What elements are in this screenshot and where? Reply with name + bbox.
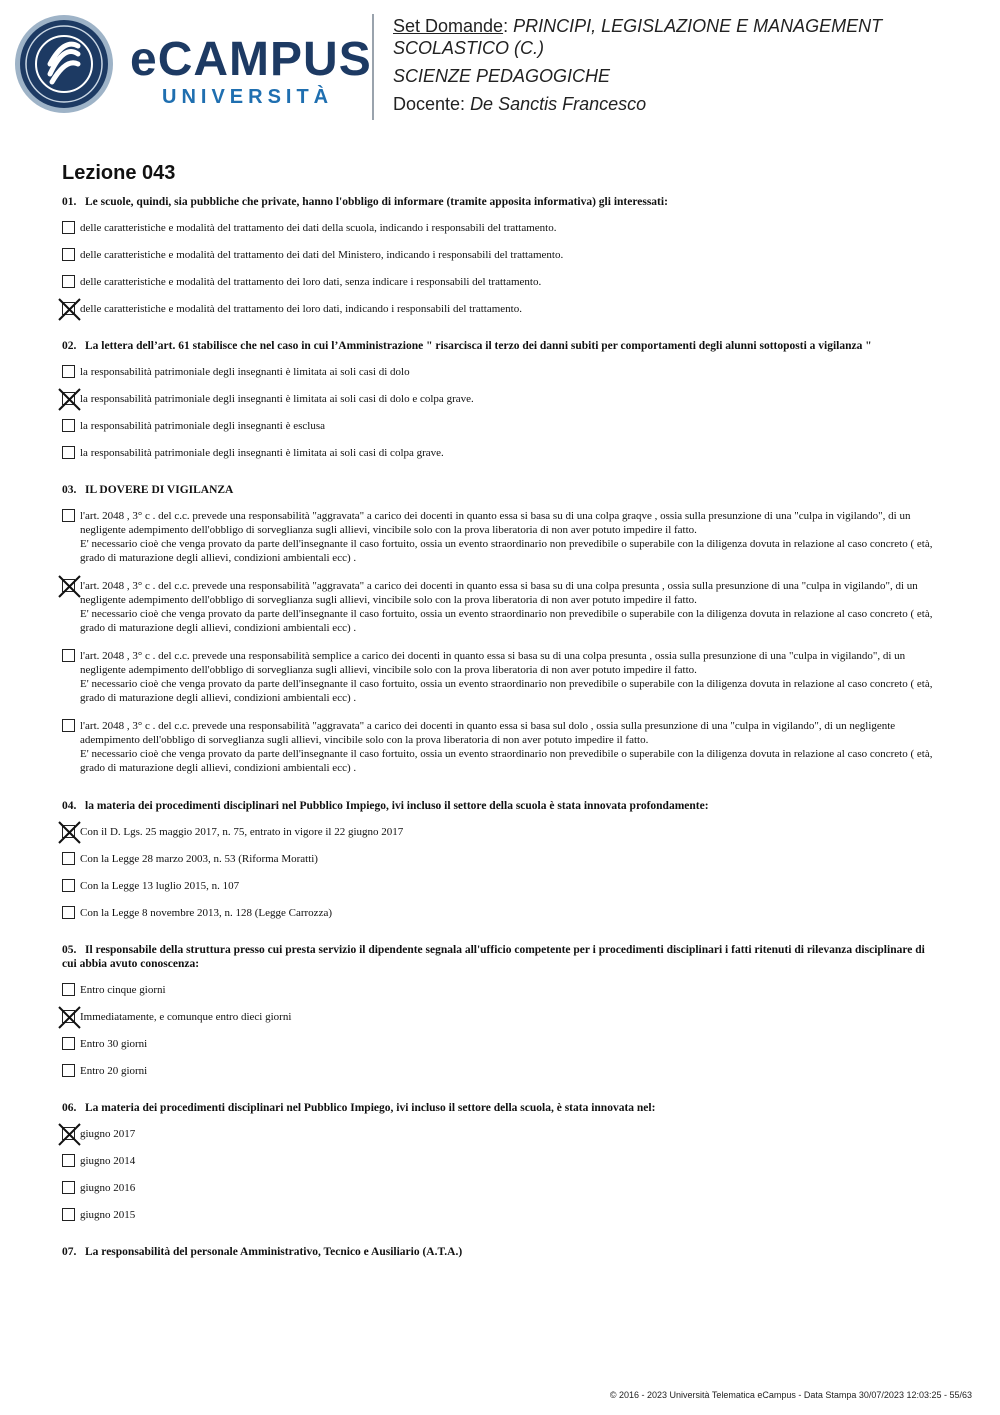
empty-checkbox[interactable] (62, 1208, 75, 1221)
answer-option (62, 1127, 938, 1141)
question-number: 01. (62, 196, 77, 208)
question-text (62, 195, 938, 209)
question-block (62, 799, 938, 943)
faculty-name: SCIENZE PEDAGOGICHE (393, 66, 611, 86)
teacher-label: Docente: (393, 94, 466, 114)
page-footer: © 2016 - 2023 Università Telematica eCampus - Data Stampa 30/07/2023 12:03:25 - 55/63 (609, 1390, 972, 1400)
question-spacer (62, 1271, 938, 1281)
option-text: l'art. 2048 , 3° c . del c.c. prevede una responsabilità "aggravata" a carico dei docenti in quanto essa si basa su di una colpa graqve , ossia sulla presunzione di una "culpa in vigilando", di un negligente adempimento dell'obbligo di sorveglianza sugli allievi, vincibile solo con la prova liberatoria di non aver potuto impedire il fatto. E' necessario cioè che venga provato da parte dell'insegnante il caso fortuito, ossia un evento straordinario non prevedibile o superabile con la diligenza dovuta in relazione al caso concreto ( età, grado di maturazione degli allievi, condizioni ambientali ecc) . (80, 510, 933, 564)
option-text: Entro cinque giorni (80, 984, 166, 996)
empty-checkbox[interactable] (62, 509, 75, 522)
option-text: delle caratteristiche e modalità del trattamento dei dati della scuola, indicando i responsabili del trattamento. (80, 222, 557, 234)
question-text (62, 799, 938, 813)
empty-checkbox[interactable] (62, 419, 75, 432)
empty-checkbox[interactable] (62, 1037, 75, 1050)
checked-checkbox[interactable] (62, 392, 75, 405)
question-spacer (62, 329, 938, 339)
checked-checkbox[interactable] (62, 1010, 75, 1023)
questions-container (62, 195, 938, 1281)
page-header (0, 0, 1000, 130)
question-block (62, 1101, 938, 1245)
option-text: Con la Legge 13 luglio 2015, n. 107 (80, 880, 240, 892)
answer-option (62, 983, 938, 997)
option-text: Immediatamente, e comunque entro dieci giorni (80, 1011, 292, 1023)
question-number: 04. (62, 800, 77, 812)
question-block (62, 483, 938, 799)
question-text (62, 1245, 938, 1259)
question-spacer (62, 789, 938, 799)
university-seal-icon (14, 14, 114, 114)
question-spacer (62, 933, 938, 943)
empty-checkbox[interactable] (62, 719, 75, 732)
empty-checkbox[interactable] (62, 906, 75, 919)
answer-option (62, 446, 938, 460)
set-label: Set Domande (393, 16, 504, 36)
question-text (62, 1101, 938, 1115)
answer-option (62, 852, 938, 866)
option-text: la responsabilità patrimoniale degli insegnanti è esclusa (80, 420, 325, 432)
option-text: la responsabilità patrimoniale degli insegnanti è limitata ai soli casi di dolo e colpa grave. (80, 393, 474, 405)
empty-checkbox[interactable] (62, 1181, 75, 1194)
option-text: l'art. 2048 , 3° c . del c.c. prevede una responsabilità semplice a carico dei docenti in quanto essa si basa su di una colpa presunta , ossia sulla presunzione di una "culpa in vigilando", di un negligente adempimento dell'obbligo di sorveglianza sugli allievi, vincibile solo con la prova liberatoria di non aver potuto impedire il fatto. E' necessario cioè che venga provato da parte dell'insegnante il caso fortuito, ossia un evento straordinario non prevedibile o superabile con la diligenza dovuta in relazione al caso concreto ( età, grado di maturazione degli allievi, condizioni ambientali ecc) . (80, 650, 933, 704)
empty-checkbox[interactable] (62, 852, 75, 865)
question-list (62, 162, 938, 1281)
option-text: giugno 2015 (80, 1209, 136, 1221)
option-text: giugno 2016 (80, 1182, 136, 1194)
teacher-name: De Sanctis Francesco (470, 94, 647, 114)
header-divider (372, 14, 374, 120)
question-text (62, 943, 938, 971)
answer-option (62, 906, 938, 920)
answer-option (62, 649, 938, 705)
set-line: Set Domande: PRINCIPI, LEGISLAZIONE E MANAGEMENT SCOLASTICO (C.) (393, 16, 883, 58)
option-text: delle caratteristiche e modalità del trattamento dei loro dati, indicando i responsabili del trattamento. (80, 303, 522, 315)
question-spacer (62, 1091, 938, 1101)
empty-checkbox[interactable] (62, 1154, 75, 1167)
empty-checkbox[interactable] (62, 879, 75, 892)
empty-checkbox[interactable] (62, 248, 75, 261)
question-label: La materia dei procedimenti disciplinari nel Pubblico Impiego, ivi incluso il settore della scuola, è stata innovata nel: (85, 1102, 656, 1114)
answer-option (62, 221, 938, 235)
question-label: la materia dei procedimenti disciplinari nel Pubblico Impiego, ivi incluso il settore della scuola è stata innovata profondamente: (85, 800, 709, 812)
question-label: La lettera dell’art. 61 stabilisce che nel caso in cui l’Amministrazione " risarcisca il terzo dei danni subiti per comportamenti degli alunni sottoposti a vigilanza " (85, 340, 872, 352)
answer-option (62, 879, 938, 893)
question-label: Il responsabile della struttura presso cui presta servizio il dipendente segnala all'ufficio competente per i procedimenti disciplinari i fatti ritenuti di rilevanza disciplinare di cui abbia avuto conoscenza: (62, 944, 925, 970)
question-block (62, 339, 938, 483)
answer-option (62, 392, 938, 406)
cross-mark-icon (58, 575, 81, 598)
question-number: 07. (62, 1246, 77, 1258)
question-block (62, 195, 938, 339)
cross-mark-icon (58, 298, 81, 321)
brand-wordmark: eCAMPUS (130, 33, 372, 86)
answer-option (62, 1181, 938, 1195)
cross-mark-icon (58, 388, 81, 411)
answer-option (62, 1010, 938, 1024)
answer-option (62, 825, 938, 839)
empty-checkbox[interactable] (62, 649, 75, 662)
cross-mark-icon (58, 1006, 81, 1029)
option-text: giugno 2017 (80, 1128, 136, 1140)
cross-mark-icon (58, 1123, 81, 1146)
teacher-line (393, 93, 973, 115)
answer-option (62, 719, 938, 775)
option-text: Entro 20 giorni (80, 1065, 148, 1077)
answer-option (62, 302, 938, 316)
question-number: 05. (62, 944, 77, 956)
course-info (393, 15, 973, 121)
checked-checkbox[interactable] (62, 825, 75, 838)
checked-checkbox[interactable] (62, 302, 75, 315)
option-text: la responsabilità patrimoniale degli insegnanti è limitata ai soli casi di dolo (80, 366, 410, 378)
brand-subtitle: UNIVERSITÀ (162, 86, 334, 108)
empty-checkbox[interactable] (62, 446, 75, 459)
option-text: delle caratteristiche e modalità del trattamento dei dati del Ministero, indicando i responsabili del trattamento. (80, 249, 564, 261)
answer-option (62, 1208, 938, 1222)
question-spacer (62, 1235, 938, 1245)
question-spacer (62, 473, 938, 483)
question-number: 03. (62, 484, 77, 496)
cross-mark-icon (58, 821, 81, 844)
answer-option (62, 248, 938, 262)
checked-checkbox[interactable] (62, 1127, 75, 1140)
checked-checkbox[interactable] (62, 579, 75, 592)
question-block (62, 943, 938, 1101)
option-text: Con il D. Lgs. 25 maggio 2017, n. 75, entrato in vigore il 22 giugno 2017 (80, 826, 404, 838)
empty-checkbox[interactable] (62, 365, 75, 378)
empty-checkbox[interactable] (62, 1064, 75, 1077)
empty-checkbox[interactable] (62, 275, 75, 288)
answer-option (62, 579, 938, 635)
question-label: IL DOVERE DI VIGILANZA (85, 484, 234, 496)
option-text: Entro 30 giorni (80, 1038, 148, 1050)
question-label: Le scuole, quindi, sia pubbliche che private, hanno l'obbligo di informare (tramite apposita informativa) gli interessati: (85, 196, 668, 208)
option-text: Con la Legge 28 marzo 2003, n. 53 (Riforma Moratti) (80, 853, 318, 865)
question-number: 02. (62, 340, 77, 352)
empty-checkbox[interactable] (62, 983, 75, 996)
option-text: giugno 2014 (80, 1155, 136, 1167)
option-text: Con la Legge 8 novembre 2013, n. 128 (Legge Carrozza) (80, 907, 332, 919)
answer-option (62, 1064, 938, 1078)
faculty-line (393, 65, 973, 87)
answer-option (62, 1037, 938, 1051)
answer-option (62, 1154, 938, 1168)
answer-option (62, 509, 938, 565)
option-text: l'art. 2048 , 3° c . del c.c. prevede una responsabilità "aggravata" a carico dei docenti in quanto essa si basa su di una colpa presunta , ossia sulla presunzione di una "culpa in vigilando", di un negligente adempimento dell'obbligo di sorveglianza sugli allievi, vincibile solo con la prova liberatoria di non aver potuto impedire il fatto. E' necessario cioè che venga provato da parte dell'insegnante il caso fortuito, ossia un evento straordinario non prevedibile o superabile con la diligenza dovuta in relazione al caso concreto ( età, grado di maturazione degli allievi, condizioni ambientali ecc) . (80, 580, 933, 634)
question-text (62, 339, 938, 353)
answer-option (62, 275, 938, 289)
question-text (62, 483, 938, 497)
course-title: PRINCIPI, LEGISLAZIONE E MANAGEMENT SCOLASTICO (C.) (393, 16, 883, 58)
question-block (62, 1245, 938, 1281)
empty-checkbox[interactable] (62, 221, 75, 234)
question-label: La responsabilità del personale Amministrativo, Tecnico e Ausiliario (A.T.A.) (85, 1246, 463, 1258)
answer-option (62, 365, 938, 379)
lesson-title: Lezione 043 (62, 162, 176, 184)
answer-option (62, 419, 938, 433)
option-text: l'art. 2048 , 3° c . del c.c. prevede una responsabilità "aggravata" a carico dei docenti in quanto essa si basa sul dolo , ossia sulla presunzione di una "culpa in vigilando", di un negligente adempimento dell'obbligo di sorveglianza sugli allievi, vincibile solo con la prova liberatoria di non aver potuto impedire il fatto. E' necessario cioè che venga provato da parte dell'insegnante il caso fortuito, ossia un evento straordinario non prevedibile o superabile con la diligenza dovuta in relazione al caso concreto ( età, grado di maturazione degli allievi, condizioni ambientali ecc) . (80, 720, 933, 774)
option-text: la responsabilità patrimoniale degli insegnanti è limitata ai soli casi di colpa grave. (80, 447, 444, 459)
option-text: delle caratteristiche e modalità del trattamento dei loro dati, senza indicare i responsabili del trattamento. (80, 276, 542, 288)
question-number: 06. (62, 1102, 77, 1114)
